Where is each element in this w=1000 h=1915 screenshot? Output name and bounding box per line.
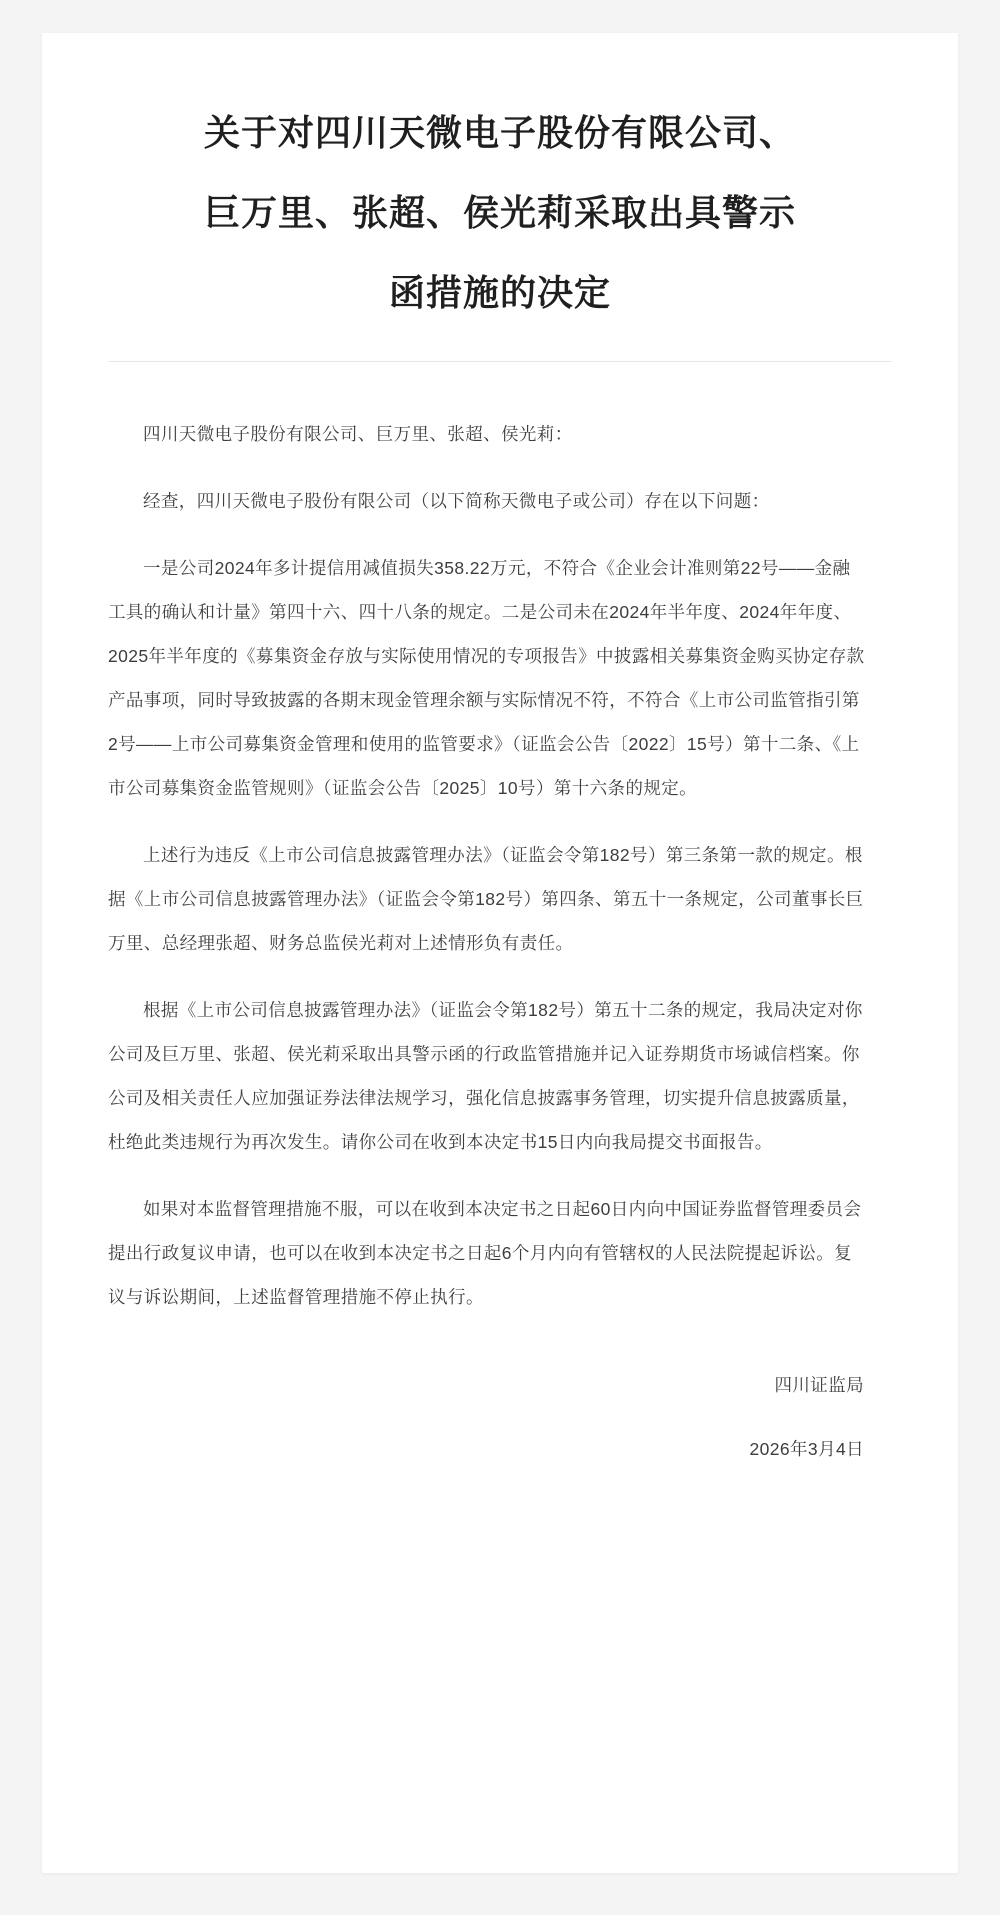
document-body [108,412,892,1471]
body-paragraph-responsibility: 上述行为违反《上市公司信息披露管理办法》（证监会令第182号）第三条第一款的规定。根据《上市公司信息披露管理办法》（证监会令第182号）第四条、第五十一条规定，公司董事长巨万里、总经理张超、财务总监侯光莉对上述情形负有责任。 [108,845,864,953]
issue-date: 2026年3月4日 [749,1439,864,1459]
title-divider [108,361,892,362]
issuing-authority: 四川证监局 [774,1375,864,1395]
document-card [42,33,958,1873]
body-paragraph-findings-intro: 经查，四川天微电子股份有限公司（以下简称天微电子或公司）存在以下问题： [143,491,770,511]
body-paragraph-appeal-rights: 如果对本监督管理措施不服，可以在收到本决定书之日起60日内向中国证券监督管理委员会提出行政复议申请，也可以在收到本决定书之日起6个月内向有管辖权的人民法院提起诉讼。复议与诉讼期间，上述监督管理措施不停止执行。 [108,1199,862,1307]
body-paragraph-violations: 一是公司2024年多计提信用减值损失358.22万元，不符合《企业会计准则第22号——金融工具的确认和计量》第四十六、四十八条的规定。二是公司未在2024年半年度、2024年年度、2025年半年度的《募集资金存放与实际使用情况的专项报告》中披露相关募集资金购买协定存款产品事项，同时导致披露的各期末现金管理余额与实际情况不符，不符合《上市公司监管指引第2号——上市公司募集资金管理和使用的监管要求》（证监会公告〔2022〕15号）第十二条、《上市公司募集资金监管规则》（证监会公告〔2025〕10号）第十六条的规定。 [108,558,865,798]
body-paragraph-decision: 根据《上市公司信息披露管理办法》（证监会令第182号）第五十二条的规定，我局决定对你公司及巨万里、张超、侯光莉采取出具警示函的行政监管措施并记入证券期货市场诚信档案。你公司及相关责任人应加强证券法律法规学习，强化信息披露事务管理，切实提升信息披露质量，杜绝此类违规行为再次发生。请你公司在收到本决定书15日内向我局提交书面报告。 [108,1000,863,1152]
salutation-paragraph: 四川天微电子股份有限公司、巨万里、张超、侯光莉： [143,424,573,444]
document-title: 关于对四川天微电子股份有限公司、巨万里、张超、侯光莉采取出具警示函措施的决定 [203,112,796,313]
signature-block [108,1363,892,1471]
